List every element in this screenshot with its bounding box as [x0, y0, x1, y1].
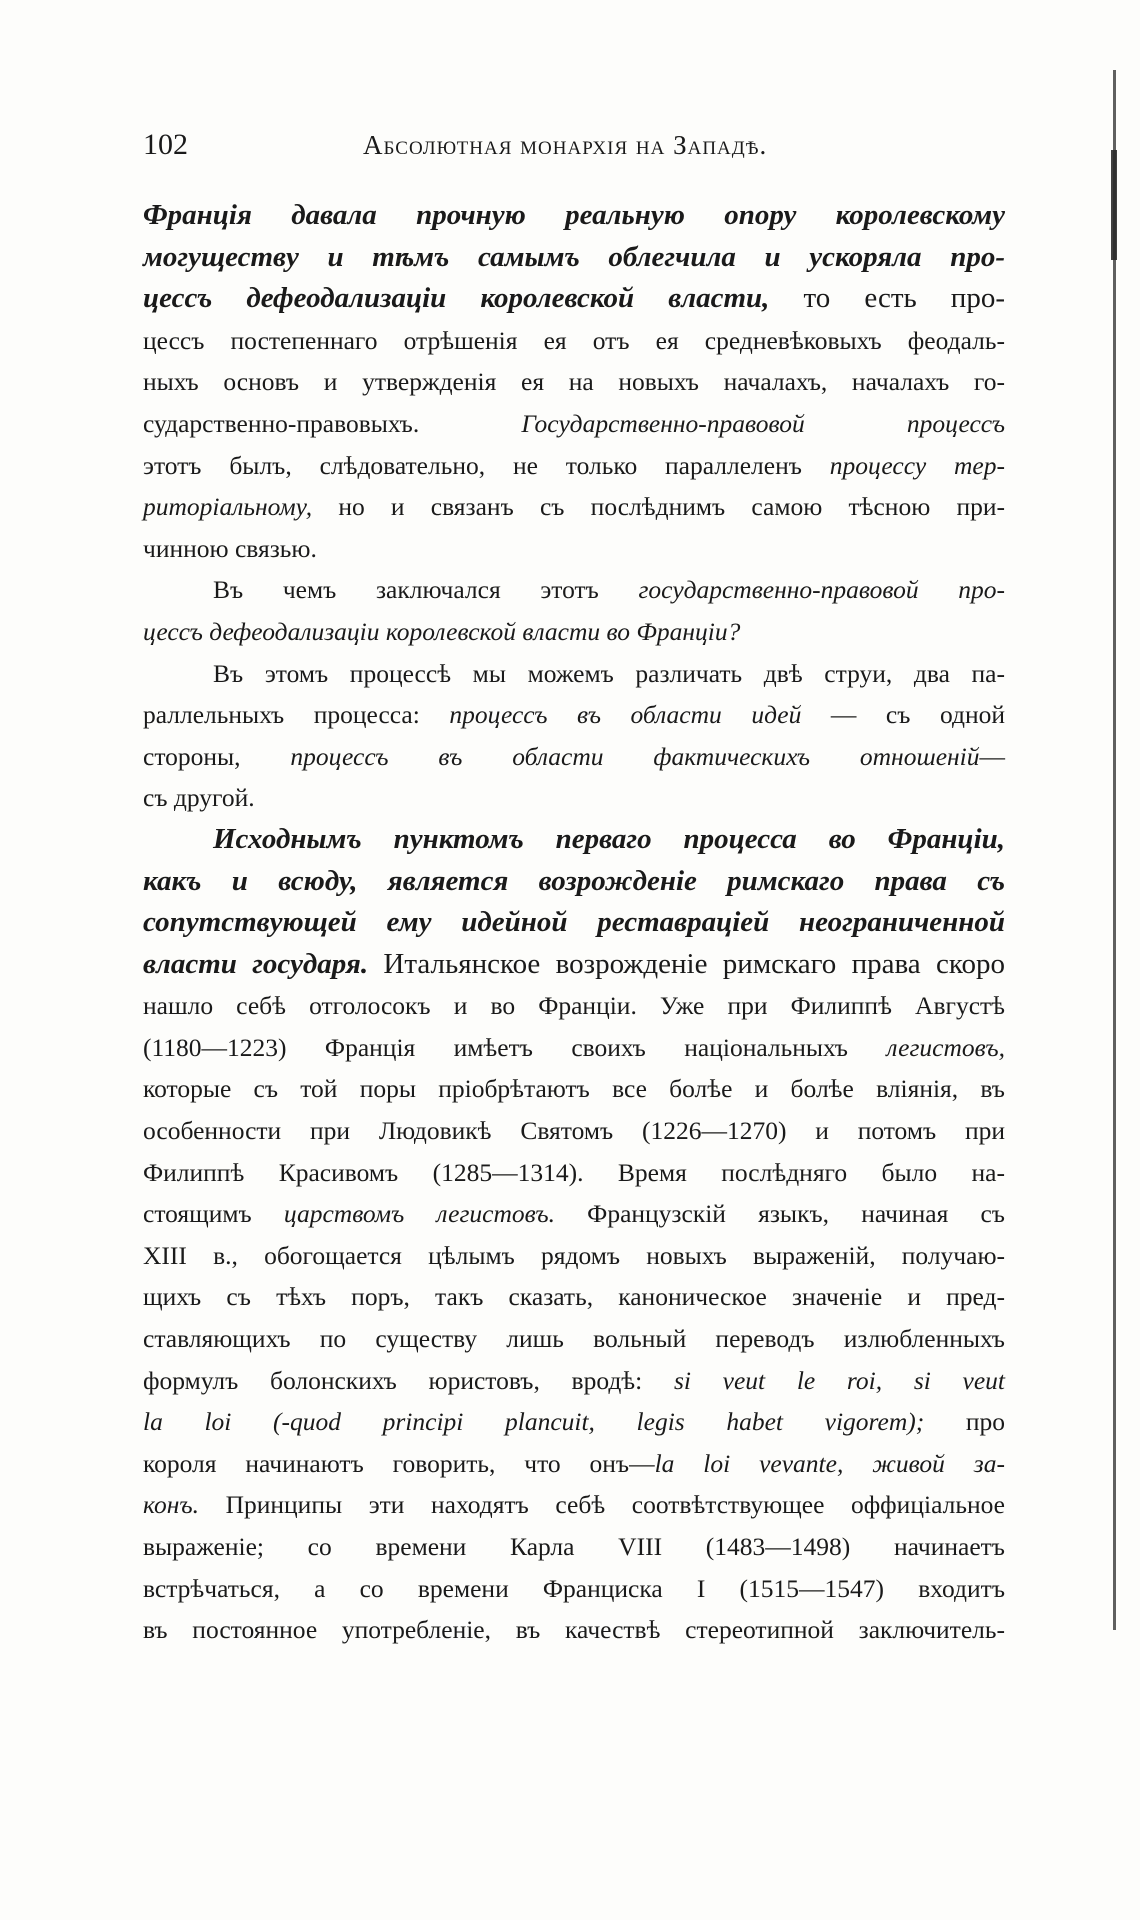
text-line	[143, 486, 1005, 528]
page-number: 102	[143, 128, 188, 161]
emphasis-text: риторіальному,	[143, 492, 313, 522]
text-run: щихъ съ тѣхъ поръ, такъ сказать, каноническое значеніе и пред-	[143, 1282, 1005, 1312]
text-run: ставляющихъ по существу лишь вольный переводъ излюбленныхъ	[143, 1324, 1005, 1354]
emphasis-text: процессъ въ области идей	[449, 700, 802, 730]
text-run: Итальянское возрожденіе римскаго права скоро	[368, 947, 1005, 980]
text-line	[143, 902, 1005, 944]
text-line	[143, 1027, 1005, 1069]
emphasis-text: si veut le roi, si veut	[673, 1365, 1005, 1395]
running-header	[143, 128, 1003, 168]
text-line	[143, 694, 1005, 736]
text-line	[143, 237, 1005, 279]
page-edge-mark	[1111, 150, 1117, 260]
text-run: раллельныхъ процесса:	[143, 700, 450, 730]
running-title: Абсолютная монархія на Западѣ.	[363, 130, 768, 160]
text-run: особенности при Людовикѣ Святомъ (1226—1270) и потомъ при	[143, 1116, 1005, 1146]
text-line	[143, 819, 1005, 861]
text-run: въ постоянное употребленіе, въ качествѣ стереотипной заключитель-	[143, 1615, 1005, 1645]
text-line	[143, 611, 1005, 653]
text-line	[143, 1360, 1005, 1402]
emphasis-text: цессъ дефеодализаціи королевской власти во Франціи?	[143, 616, 741, 646]
text-run: Французскій языкъ, начиная съ	[555, 1199, 1005, 1229]
text-run: Въ чемъ заключался этотъ	[213, 575, 639, 605]
text-run: которые съ той поры пріобрѣтаютъ все болѣе и болѣе вліянія, въ	[143, 1074, 1005, 1104]
text-run: Филиппѣ Красивомъ (1285—1314). Время послѣдняго было на-	[143, 1157, 1005, 1187]
text-run: выраженіе; со времени Карла VIII (1483—1498) начинаетъ	[143, 1532, 1005, 1561]
emphasis-text: сопутствующей ему идейной реставраціей неограниченной	[143, 906, 1005, 939]
text-run: этотъ былъ, слѣдовательно, не только параллеленъ	[143, 450, 830, 480]
text-line	[143, 1110, 1005, 1152]
emphasis-text: Франція давала прочную реальную опору королевскому	[143, 199, 1005, 231]
text-run: цессъ постепеннаго отрѣшенія ея отъ ея средневѣковыхъ феодаль-	[143, 325, 1005, 355]
text-run: стороны,	[143, 741, 291, 771]
emphasis-text: могуществу и тѣмъ самымъ облегчила и ускоряла про-	[143, 240, 1005, 273]
text-run: (1180—1223) Франція имѣетъ своихъ національныхъ	[143, 1032, 887, 1062]
emphasis-text: государственно-правовой про-	[638, 575, 1005, 605]
text-line	[143, 569, 1005, 611]
text-line	[143, 403, 1005, 445]
text-line	[143, 195, 1005, 237]
text-run: но и связанъ съ послѣднимъ самою тѣсною при-	[312, 492, 1005, 522]
text-line	[143, 985, 1005, 1027]
text-run: формулъ болонскихъ юристовъ, вродѣ:	[143, 1365, 674, 1395]
emphasis-text: процессъ въ области фактическихъ отношеній	[290, 741, 980, 771]
text-line	[143, 278, 1005, 320]
text-run: сударственно-правовыхъ.	[143, 408, 522, 438]
text-line	[143, 1068, 1005, 1110]
text-line	[143, 1401, 1005, 1443]
text-line	[143, 1235, 1005, 1277]
emphasis-text: цессъ дефеодализаціи королевской власти,	[143, 282, 770, 315]
emphasis-text: царствомъ легистовъ.	[283, 1199, 555, 1229]
emphasis-text: легистовъ,	[886, 1032, 1005, 1062]
text-line	[143, 320, 1005, 362]
text-line	[143, 1568, 1005, 1610]
text-line	[143, 736, 1005, 778]
text-line	[143, 777, 1005, 819]
text-line	[143, 1443, 1005, 1485]
text-line	[143, 861, 1005, 903]
text-line	[143, 944, 1005, 986]
text-run: чинною связью.	[143, 533, 317, 563]
text-line	[143, 1318, 1005, 1360]
text-run: ныхъ основъ и утвержденія ея на новыхъ началахъ, началахъ го-	[143, 367, 1005, 397]
text-line	[143, 528, 1005, 570]
emphasis-text: la loi (-quod principi plancuit, legis habet vigorem);	[143, 1407, 925, 1437]
text-run: — съ одной	[801, 700, 1005, 730]
text-line	[143, 361, 1005, 403]
emphasis-text: какъ и всюду, является возрожденіе римскаго права съ	[143, 864, 1005, 897]
text-run: съ другой.	[143, 783, 255, 813]
emphasis-text: Исходнымъ пунктомъ перваго процесса во Франціи,	[213, 822, 1005, 855]
page-edge-rule	[1113, 70, 1116, 1630]
emphasis-text: la loi vevante, живой за-	[654, 1448, 1005, 1478]
text-run: нашло себѣ отголосокъ и во Франціи. Уже при Филиппѣ Августѣ	[143, 991, 1005, 1021]
text-line	[143, 1276, 1005, 1318]
text-run: встрѣчаться, а со времени Франциска I (1515—1547) входитъ	[143, 1573, 1005, 1603]
text-line	[143, 1484, 1005, 1526]
emphasis-text: Государственно-правовой процессъ	[521, 408, 1005, 438]
text-run: Въ этомъ процессѣ мы можемъ различать двѣ струи, два па-	[213, 658, 1005, 688]
emphasis-text: власти государя.	[143, 947, 369, 980]
text-run: про	[924, 1407, 1005, 1437]
text-line	[143, 653, 1005, 695]
text-line	[143, 1193, 1005, 1235]
text-line	[143, 1152, 1005, 1194]
text-run: короля начинаютъ говорить, что онъ—	[143, 1448, 655, 1478]
text-run: —	[979, 741, 1005, 771]
body-text	[143, 195, 1005, 1651]
text-run: то есть про-	[769, 282, 1005, 315]
text-line	[143, 1609, 1005, 1651]
emphasis-text: конъ.	[143, 1490, 199, 1520]
emphasis-text: процессу тер-	[829, 450, 1005, 480]
text-line	[143, 445, 1005, 487]
text-run: Принципы эти находятъ себѣ соотвѣтствующее оффиціальное	[198, 1490, 1005, 1520]
text-run: стоящимъ	[143, 1199, 284, 1229]
text-line	[143, 1526, 1005, 1568]
text-run: XIII в., обогощается цѣлымъ рядомъ новыхъ выраженій, получаю-	[143, 1240, 1005, 1270]
